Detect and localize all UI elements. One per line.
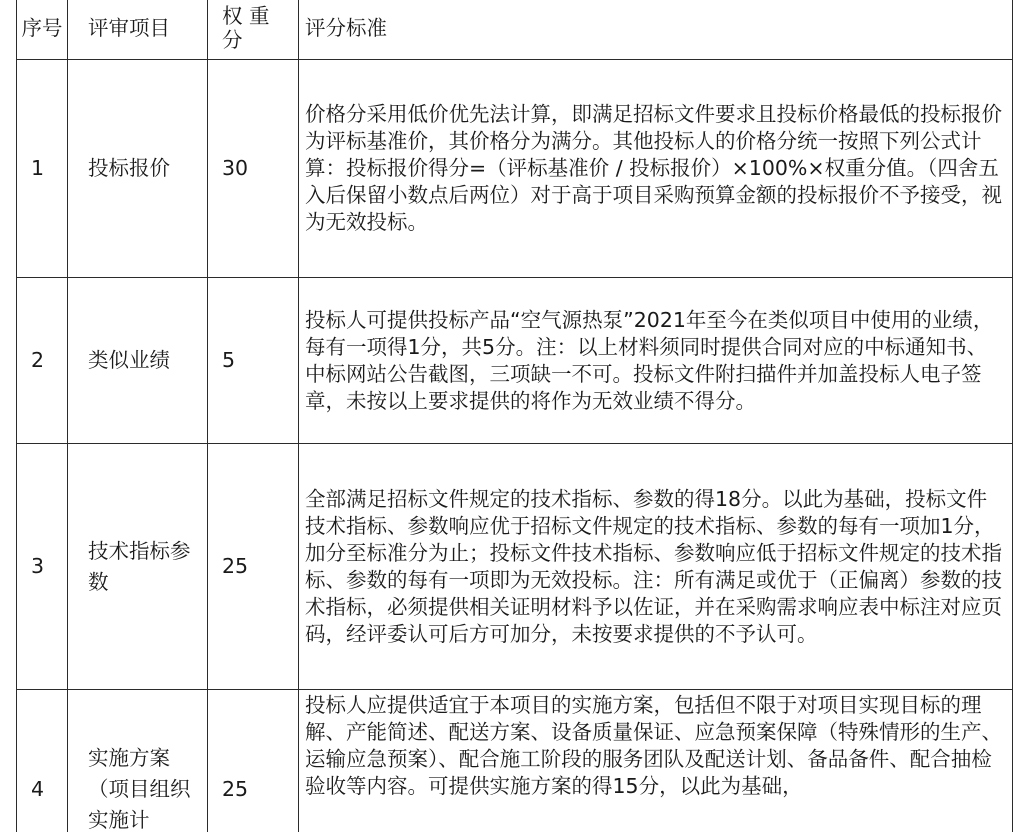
row-evaluation-item: 技术指标参数 — [68, 444, 208, 690]
table-row — [17, 278, 1013, 444]
row-weight-score: 5 — [208, 278, 299, 444]
row-evaluation-item: 类似业绩 — [68, 278, 208, 444]
row-serial-number: 4 — [17, 690, 68, 832]
row-scoring-standard: 全部满足招标文件规定的技术指标、参数的得18分。以此为基础，投标文件技术指标、参数响应优于招标文件规定的技术指标、参数的每有一项加1分，加分至标准分为止；投标文件技术指标、参数响应低于招标文件规定的技术指标、参数的每有一项即为无效投标。注：所有满足或优于（正偏离）参数的技术指标，必须提供相关证明材料予以佐证，并在采购需求响应表中标注对应页码，经评委认可后方可加分，未按要求提供的不予认可。 — [299, 444, 1013, 690]
row-weight-score: 25 — [208, 690, 299, 832]
scoring-criteria-table — [16, 0, 1013, 832]
header-evaluation-item: 评审项目 — [68, 0, 208, 60]
header-weight-score: 权 重 分 — [208, 0, 299, 60]
row-evaluation-item: 实施方案（项目组织实施计 — [68, 690, 208, 832]
row-serial-number: 3 — [17, 444, 68, 690]
header-scoring-standard: 评分标准 — [299, 0, 1013, 60]
row-weight-score: 25 — [208, 444, 299, 690]
row-evaluation-item: 投标报价 — [68, 60, 208, 278]
table-row — [17, 444, 1013, 690]
row-scoring-standard: 投标人应提供适宜于本项目的实施方案，包括但不限于对项目实现目标的理解、产能简述、配送方案、设备质量保证、应急预案保障（特殊情形的生产、运输应急预案）、配合施工阶段的服务团队及配送计划、备品备件、配合抽检验收等内容。可提供实施方案的得15分，以此为基础， — [299, 690, 1013, 832]
row-serial-number: 1 — [17, 60, 68, 278]
row-weight-score: 30 — [208, 60, 299, 278]
table-header-row — [17, 0, 1013, 60]
row-serial-number: 2 — [17, 278, 68, 444]
table-row — [17, 690, 1013, 832]
table-row — [17, 60, 1013, 278]
header-serial-number: 序号 — [17, 0, 68, 60]
row-scoring-standard: 价格分采用低价优先法计算，即满足招标文件要求且投标价格最低的投标报价为评标基准价，其价格分为满分。其他投标人的价格分统一按照下列公式计算：投标报价得分=（评标基准价 / 投标报价）×100%×权重分值。（四舍五入后保留小数点后两位）对于高于项目采购预算金额的投标报价不予接受，视为无效投标。 — [299, 60, 1013, 278]
row-scoring-standard: 投标人可提供投标产品“空气源热泵”2021年至今在类似项目中使用的业绩，每有一项得1分，共5分。注：以上材料须同时提供合同对应的中标通知书、中标网站公告截图，三项缺一不可。投标文件附扫描件并加盖投标人电子签章，未按以上要求提供的将作为无效业绩不得分。 — [299, 278, 1013, 444]
